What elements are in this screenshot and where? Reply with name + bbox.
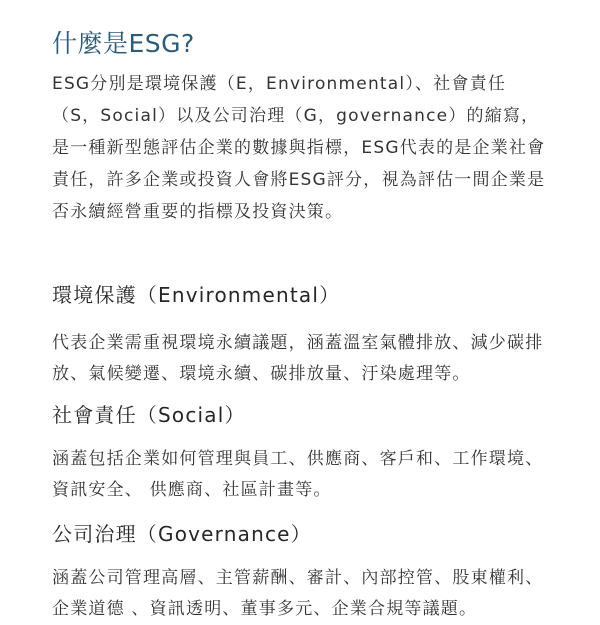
section-heading-governance: 公司治理（Governance） — [52, 522, 312, 546]
section-heading-social: 社會責任（Social） — [52, 403, 246, 427]
section-heading-environmental: 環境保護（Environmental） — [52, 283, 341, 307]
section-body-environmental: 代表企業需重視環境永續議題，涵蓋溫室氣體排放、減少碳排放、氣候變遷、環境永續、碳排放量、汙染處理等。 — [52, 333, 544, 384]
section-body-social: 涵蓋包括企業如何管理與員工、供應商、客戶和、工作環境、資訊安全、 供應商、社區計畫等。 — [52, 449, 544, 500]
page-title: 什麼是ESG? — [52, 29, 195, 58]
intro-paragraph: ESG分別是環境保護（E，Environmental）、社會責任（S，Social）以及公司治理（G，governance）的縮寫，是一種新型態評估企業的數據與指標，ESG代表的是企業社會責任，許多企業或投資人會將ESG評分，視為評估一間企業是否永續經營重要的指標及投資決策。 — [52, 74, 546, 222]
section-body-governance: 涵蓋公司管理高層、主管薪酬、審計、內部控管、股東權利、企業道德 、資訊透明、董事多元、企業合規等議題。 — [52, 568, 544, 619]
